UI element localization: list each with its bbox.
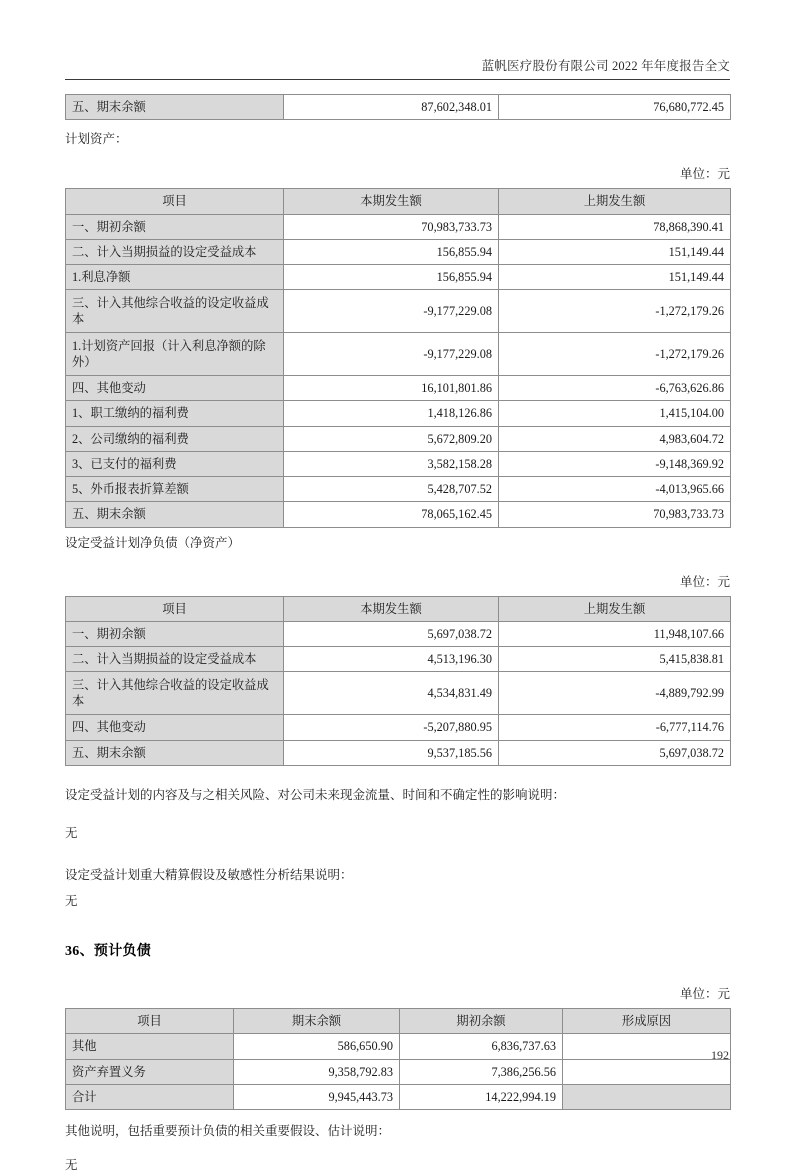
row-previous-value: 5,415,838.81 — [499, 647, 731, 672]
row-ending-balance: 9,945,443.73 — [234, 1084, 400, 1109]
row-label: 5、外币报表折算差额 — [66, 477, 284, 502]
closing-balance-table — [65, 94, 731, 120]
row-current-value: 9,537,185.56 — [284, 740, 499, 765]
row-label: 合计 — [66, 1084, 234, 1109]
row-ending-balance: 586,650.90 — [234, 1034, 400, 1059]
row-current-value: 4,513,196.30 — [284, 647, 499, 672]
row-current-value: -9,177,229.08 — [284, 290, 499, 333]
col-header-ending-balance: 期末余额 — [234, 1009, 400, 1034]
row-previous-value: -1,272,179.26 — [499, 333, 731, 376]
col-header-item: 项目 — [66, 1009, 234, 1034]
col-header-current: 本期发生额 — [284, 189, 499, 214]
table-row — [66, 672, 731, 715]
row-previous-value: 5,697,038.72 — [499, 740, 731, 765]
row-beginning-balance: 7,386,256.56 — [400, 1059, 563, 1084]
row-current-value: 16,101,801.86 — [284, 376, 499, 401]
row-label: 三、计入其他综合收益的设定收益成本 — [66, 672, 284, 715]
row-previous-value: 151,149.44 — [499, 265, 731, 290]
table-row — [66, 1059, 731, 1084]
running-header — [65, 0, 730, 80]
row-label: 资产弃置义务 — [66, 1059, 234, 1084]
row-current-value: -9,177,229.08 — [284, 333, 499, 376]
table-row — [66, 401, 731, 426]
note-2-question: 设定受益计划重大精算假设及敏感性分析结果说明： — [65, 868, 353, 882]
note-1-question: 设定受益计划的内容及与之相关风险、对公司未来现金流量、时间和不确定性的影响说明： — [65, 787, 566, 802]
row-label: 其他 — [66, 1034, 234, 1059]
row-label: 三、计入其他综合收益的设定收益成本 — [66, 290, 284, 333]
table-header-row — [66, 596, 731, 621]
table-header-row — [66, 189, 731, 214]
row-current-value: 3,582,158.28 — [284, 451, 499, 476]
unit-label-provisions: 单位：元 — [679, 987, 730, 1002]
row-previous-value: 4,983,604.72 — [499, 426, 731, 451]
row-current-value: 87,602,348.01 — [284, 95, 499, 120]
row-reason — [563, 1084, 731, 1109]
row-label: 四、其他变动 — [66, 376, 284, 401]
row-label: 2、公司缴纳的福利费 — [66, 426, 284, 451]
col-header-previous: 上期发生额 — [499, 189, 731, 214]
row-previous-value: -6,777,114.76 — [499, 715, 731, 740]
row-ending-balance: 9,358,792.83 — [234, 1059, 400, 1084]
provisions-body — [66, 1034, 731, 1110]
row-current-value: 156,855.94 — [284, 239, 499, 264]
row-current-value: 5,697,038.72 — [284, 621, 499, 646]
row-current-value: 70,983,733.73 — [284, 214, 499, 239]
table-row — [66, 1084, 731, 1109]
plan-assets-table — [65, 188, 731, 527]
row-current-value: 5,428,707.52 — [284, 477, 499, 502]
col-header-reason: 形成原因 — [563, 1009, 731, 1034]
table-row — [66, 451, 731, 476]
row-label: 四、其他变动 — [66, 715, 284, 740]
row-beginning-balance: 6,836,737.63 — [400, 1034, 563, 1059]
table-row — [66, 740, 731, 765]
col-header-current: 本期发生额 — [284, 596, 499, 621]
row-beginning-balance: 14,222,994.19 — [400, 1084, 563, 1109]
row-label: 五、期末余额 — [66, 95, 284, 120]
plan-assets-body — [66, 214, 731, 527]
table-row — [66, 426, 731, 451]
section-heading-36: 36、预计负债 — [65, 944, 152, 960]
table-row — [66, 376, 731, 401]
row-label: 1、职工缴纳的福利费 — [66, 401, 284, 426]
table-row — [66, 214, 731, 239]
page-content — [65, 0, 730, 1174]
running-header-title: 蓝帆医疗股份有限公司 2022 年年度报告全文 — [481, 59, 730, 73]
row-current-value: 156,855.94 — [284, 265, 499, 290]
row-current-value: -5,207,880.95 — [284, 715, 499, 740]
provisions-head — [66, 1009, 731, 1034]
net-liability-head — [66, 596, 731, 621]
row-label: 二、计入当期损益的设定受益成本 — [66, 647, 284, 672]
table-row — [66, 477, 731, 502]
table-row — [66, 290, 731, 333]
row-previous-value: 1,415,104.00 — [499, 401, 731, 426]
net-liability-table — [65, 596, 731, 766]
page-number: 192 — [711, 1048, 729, 1062]
row-label: 五、期末余额 — [66, 740, 284, 765]
closing-balance-body — [66, 95, 731, 120]
unit-label-plan-assets: 单位：元 — [679, 167, 730, 182]
row-label: 1.利息净额 — [66, 265, 284, 290]
row-previous-value: 11,948,107.66 — [499, 621, 731, 646]
row-previous-value: 151,149.44 — [499, 239, 731, 264]
row-reason — [563, 1059, 731, 1084]
note-3-answer: 无 — [65, 1158, 78, 1173]
row-current-value: 78,065,162.45 — [284, 502, 499, 527]
row-label: 一、期初余额 — [66, 214, 284, 239]
note-1-answer: 无 — [65, 825, 78, 840]
row-previous-value: -4,013,965.66 — [499, 477, 731, 502]
row-label: 二、计入当期损益的设定受益成本 — [66, 239, 284, 264]
col-header-beginning-balance: 期初余额 — [400, 1009, 563, 1034]
net-liability-caption: 设定受益计划净负债（净资产） — [65, 535, 241, 550]
provisions-table — [65, 1008, 731, 1110]
row-previous-value: -9,148,369.92 — [499, 451, 731, 476]
row-current-value: 4,534,831.49 — [284, 672, 499, 715]
plan-assets-caption: 计划资产： — [65, 132, 128, 147]
row-previous-value: 70,983,733.73 — [499, 502, 731, 527]
row-previous-value: 76,680,772.45 — [499, 95, 731, 120]
row-current-value: 5,672,809.20 — [284, 426, 499, 451]
row-previous-value: -6,763,626.86 — [499, 376, 731, 401]
row-previous-value: -1,272,179.26 — [499, 290, 731, 333]
note-3-question: 其他说明，包括重要预计负债的相关重要假设、估计说明： — [65, 1124, 391, 1139]
table-row — [66, 1034, 731, 1059]
note-2-answer: 无 — [65, 894, 78, 909]
plan-assets-head — [66, 189, 731, 214]
table-row — [66, 239, 731, 264]
row-label: 五、期末余额 — [66, 502, 284, 527]
col-header-item: 项目 — [66, 189, 284, 214]
table-header-row — [66, 1009, 731, 1034]
row-label: 一、期初余额 — [66, 621, 284, 646]
table-row — [66, 95, 731, 120]
table-row — [66, 621, 731, 646]
row-previous-value: -4,889,792.99 — [499, 672, 731, 715]
net-liability-body — [66, 621, 731, 765]
row-previous-value: 78,868,390.41 — [499, 214, 731, 239]
table-row — [66, 333, 731, 376]
table-row — [66, 502, 731, 527]
row-label: 1.计划资产回报（计入利息净额的除外） — [66, 333, 284, 376]
row-label: 3、已支付的福利费 — [66, 451, 284, 476]
col-header-previous: 上期发生额 — [499, 596, 731, 621]
col-header-item: 项目 — [66, 596, 284, 621]
table-row — [66, 265, 731, 290]
row-current-value: 1,418,126.86 — [284, 401, 499, 426]
table-row — [66, 715, 731, 740]
table-row — [66, 647, 731, 672]
row-reason — [563, 1034, 731, 1059]
unit-label-net-liability: 单位：元 — [679, 574, 730, 589]
